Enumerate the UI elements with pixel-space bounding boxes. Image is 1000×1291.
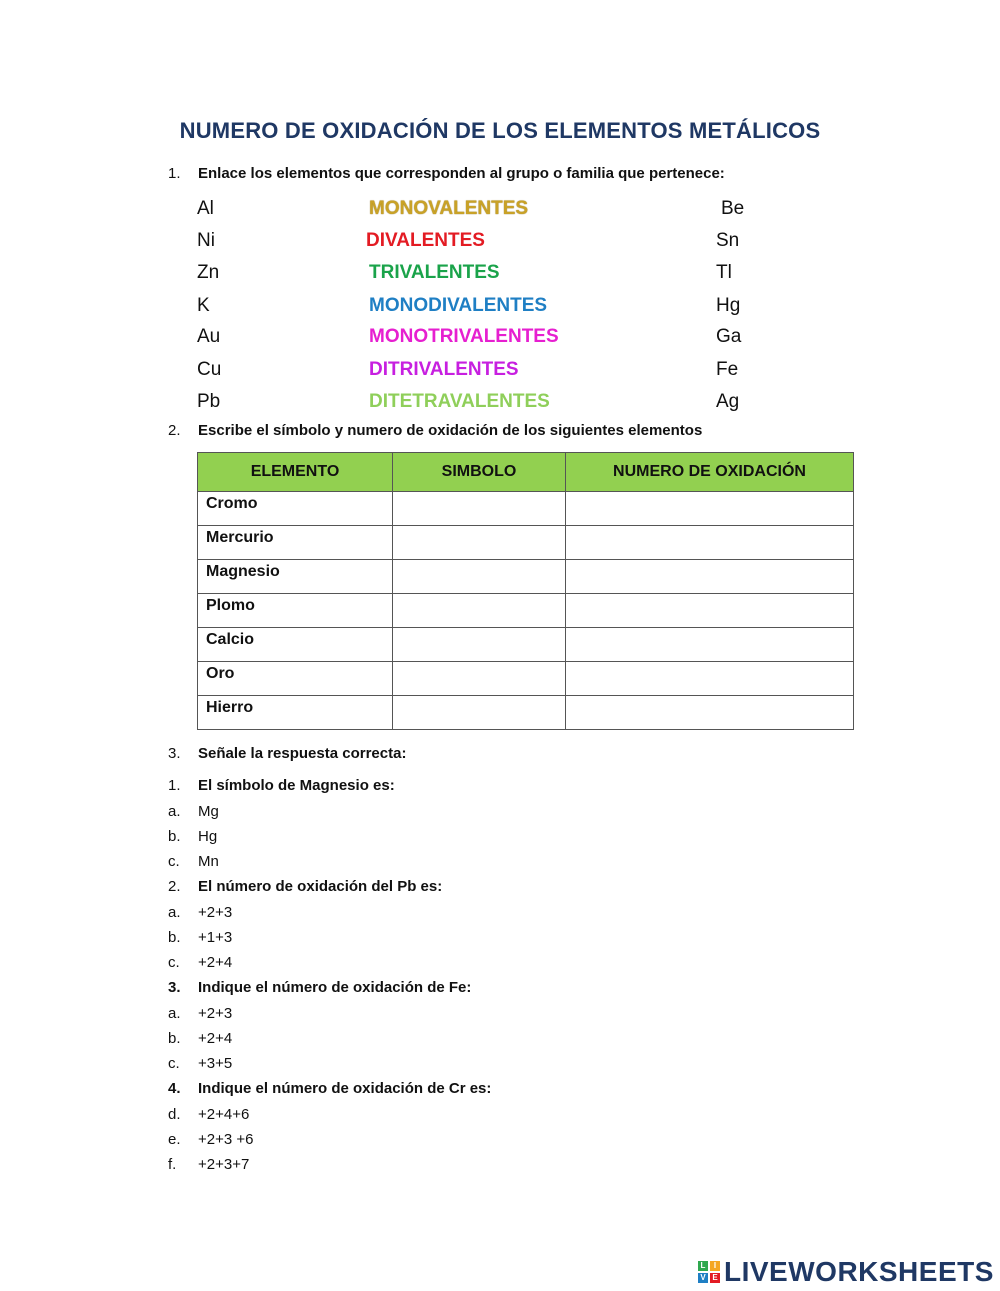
match-left[interactable]: Pb [197,391,221,412]
option[interactable] [168,1131,253,1148]
question-number: 2. [168,878,181,895]
option-letter: c. [168,853,180,870]
oxidation-answer-cell[interactable] [566,662,854,696]
match-row [0,230,1000,260]
match-row [0,295,1000,325]
match-left[interactable]: Cu [197,359,222,380]
logo-block: L [698,1261,708,1271]
symbol-answer-cell[interactable] [393,560,566,594]
match-right[interactable]: Tl [716,262,732,283]
option[interactable] [168,828,217,845]
option-text[interactable]: +3+5 [198,1055,233,1072]
element-name: Cromo [198,492,393,526]
match-right[interactable]: Hg [716,295,741,316]
table-row [198,696,854,730]
oxidation-answer-cell[interactable] [566,628,854,662]
question-number: 1. [168,165,181,182]
match-right[interactable]: Sn [716,230,740,251]
symbol-answer-cell[interactable] [393,492,566,526]
match-group[interactable]: MONOTRIVALENTES [369,326,559,347]
option-letter: b. [168,929,181,946]
option-letter: f. [168,1156,177,1173]
logo-block: V [698,1273,708,1283]
question-text: Enlace los elementos que corresponden al grupo o familia que pertenece: [198,165,725,182]
option-text[interactable]: +2+3 [198,904,233,921]
option-text[interactable]: +2+3 +6 [198,1131,254,1148]
match-row [0,391,1000,421]
sub-question-3 [168,979,471,996]
question-number: 4. [168,1080,181,1097]
symbol-answer-cell[interactable] [393,662,566,696]
table-row [198,628,854,662]
match-left[interactable]: Au [197,326,221,347]
option-text[interactable]: Mg [198,803,219,820]
sub-question-1 [168,777,395,794]
element-name: Magnesio [198,560,393,594]
question-2 [168,422,702,439]
match-left[interactable]: K [197,295,210,316]
match-row [0,198,1000,228]
sub-question-2 [168,878,442,895]
option[interactable] [168,929,232,946]
option-text[interactable]: +2+4+6 [198,1106,250,1123]
oxidation-answer-cell[interactable] [566,526,854,560]
logo-wordmark: LIVEWORKSHEETS [724,1256,994,1287]
oxidation-answer-cell[interactable] [566,560,854,594]
question-text: Indique el número de oxidación de Fe: [198,979,472,996]
question-number: 3. [168,979,181,996]
option-letter: a. [168,904,181,921]
liveworksheets-logo [698,1256,994,1288]
question-1 [168,165,725,182]
match-group[interactable]: MONOVALENTES [369,198,529,219]
option[interactable] [168,1005,232,1022]
table-row [198,560,854,594]
option-letter: b. [168,828,181,845]
option-letter: a. [168,803,181,820]
table-row [198,662,854,696]
option-letter: a. [168,1005,181,1022]
sub-question-4 [168,1080,491,1097]
option[interactable] [168,904,232,921]
oxidation-answer-cell[interactable] [566,594,854,628]
match-row [0,326,1000,356]
option[interactable] [168,1106,249,1123]
option-letter: d. [168,1106,181,1123]
question-text: El símbolo de Magnesio es: [198,777,395,794]
elements-table [197,452,854,730]
option-text[interactable]: Hg [198,828,218,845]
question-text: Señale la respuesta correcta: [198,745,407,762]
question-number: 3. [168,745,181,762]
symbol-answer-cell[interactable] [393,628,566,662]
option-text[interactable]: +1+3 [198,929,233,946]
table-row [198,526,854,560]
match-group[interactable]: DIVALENTES [366,230,485,251]
option-text[interactable]: +2+4 [198,1030,233,1047]
match-left[interactable]: Ni [197,230,215,251]
match-left[interactable]: Zn [197,262,220,283]
option[interactable] [168,1030,232,1047]
option[interactable] [168,803,219,820]
match-right[interactable]: Ga [716,326,742,347]
option-text[interactable]: +2+4 [198,954,233,971]
match-right[interactable]: Fe [716,359,739,380]
match-group[interactable]: MONODIVALENTES [369,295,548,316]
option-letter: c. [168,1055,180,1072]
match-group[interactable]: DITETRAVALENTES [369,391,550,412]
header-numero-oxidacion: NUMERO DE OXIDACIÓN [566,453,854,492]
question-text: Indique el número de oxidación de Cr es: [198,1080,492,1097]
header-simbolo: SIMBOLO [393,453,566,492]
option[interactable] [168,853,219,870]
option-letter: c. [168,954,180,971]
option-text[interactable]: Mn [198,853,219,870]
symbol-answer-cell[interactable] [393,696,566,730]
option-letter: e. [168,1131,181,1148]
match-group[interactable]: DITRIVALENTES [369,359,519,380]
element-name: Plomo [198,594,393,628]
logo-block: E [710,1273,720,1283]
option-text[interactable]: +2+3+7 [198,1156,250,1173]
match-right[interactable]: Ag [716,391,740,412]
option[interactable] [168,1055,232,1072]
option-letter: b. [168,1030,181,1047]
element-name: Oro [198,662,393,696]
match-row [0,359,1000,389]
page-title: NUMERO DE OXIDACIÓN DE LOS ELEMENTOS METÁLICOS [179,118,821,143]
match-row [0,262,1000,292]
question-text: El número de oxidación del Pb es: [198,878,443,895]
question-3 [168,745,406,762]
question-text: Escribe el símbolo y numero de oxidación de los siguientes elementos [198,422,703,439]
header-elemento: ELEMENTO [198,453,393,492]
table-row [198,594,854,628]
element-name: Hierro [198,696,393,730]
match-right[interactable]: Be [721,198,745,219]
element-name: Mercurio [198,526,393,560]
logo-blocks-icon [698,1261,720,1283]
option[interactable] [168,954,232,971]
question-number: 1. [168,777,181,794]
logo-block: I [710,1261,720,1271]
question-number: 2. [168,422,181,439]
oxidation-answer-cell[interactable] [566,696,854,730]
option[interactable] [168,1156,249,1173]
oxidation-answer-cell[interactable] [566,492,854,526]
match-left[interactable]: Al [197,198,214,219]
symbol-answer-cell[interactable] [393,526,566,560]
table-row [198,492,854,526]
element-name: Calcio [198,628,393,662]
symbol-answer-cell[interactable] [393,594,566,628]
option-text[interactable]: +2+3 [198,1005,233,1022]
match-group[interactable]: TRIVALENTES [369,262,500,283]
